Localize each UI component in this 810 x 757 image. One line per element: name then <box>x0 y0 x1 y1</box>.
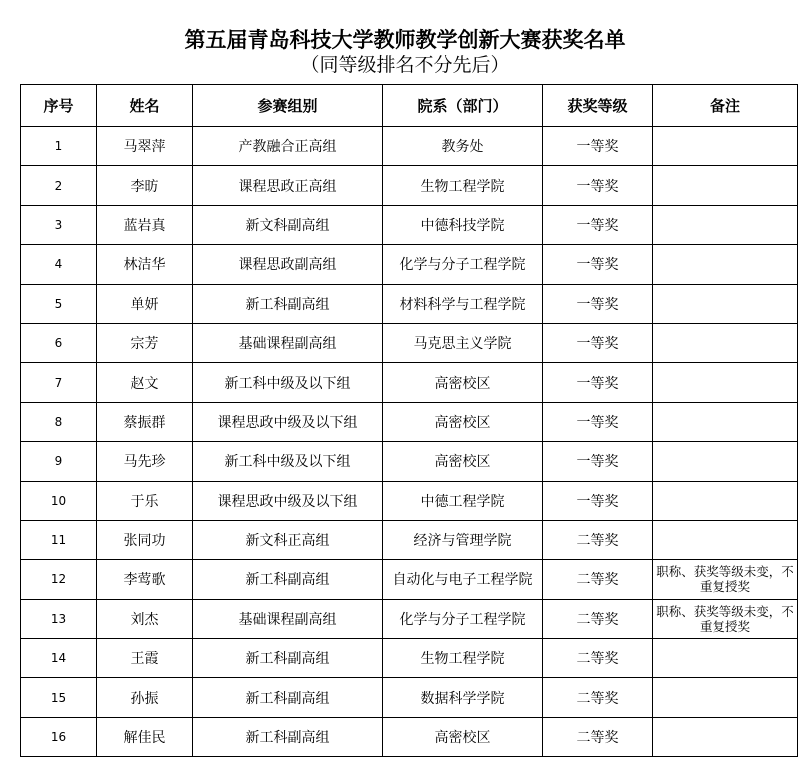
cell-award-level: 二等奖 <box>543 639 653 678</box>
cell-name: 蔡振群 <box>97 402 193 441</box>
cell-department: 教务处 <box>383 127 543 166</box>
cell-name: 孙振 <box>97 678 193 717</box>
cell-department: 高密校区 <box>383 442 543 481</box>
cell-remarks <box>653 402 798 441</box>
cell-group: 基础课程副高组 <box>193 599 383 638</box>
table-row <box>21 442 798 481</box>
cell-group: 新文科正高组 <box>193 520 383 559</box>
cell-index: 15 <box>21 678 97 717</box>
cell-award-level: 一等奖 <box>543 481 653 520</box>
cell-name: 李昉 <box>97 166 193 205</box>
cell-group: 基础课程副高组 <box>193 323 383 362</box>
cell-name: 王霞 <box>97 639 193 678</box>
table-row <box>21 717 798 756</box>
cell-award-level: 一等奖 <box>543 166 653 205</box>
cell-remarks <box>653 245 798 284</box>
header-department: 院系（部门） <box>383 85 543 127</box>
table-row <box>21 284 798 323</box>
cell-remarks <box>653 205 798 244</box>
cell-department: 生物工程学院 <box>383 166 543 205</box>
cell-group: 新工科副高组 <box>193 560 383 599</box>
cell-name: 张同功 <box>97 520 193 559</box>
cell-remarks <box>653 284 798 323</box>
cell-remarks <box>653 442 798 481</box>
cell-index: 2 <box>21 166 97 205</box>
cell-group: 新工科副高组 <box>193 284 383 323</box>
cell-award-level: 二等奖 <box>543 678 653 717</box>
cell-remarks <box>653 678 798 717</box>
cell-department: 马克思主义学院 <box>383 323 543 362</box>
cell-index: 3 <box>21 205 97 244</box>
cell-group: 课程思政中级及以下组 <box>193 402 383 441</box>
document-title: 第五届青岛科技大学教师教学创新大赛获奖名单 <box>184 28 626 52</box>
cell-award-level: 一等奖 <box>543 363 653 402</box>
table-header-row <box>21 85 798 127</box>
cell-award-level: 一等奖 <box>543 323 653 362</box>
cell-index: 8 <box>21 402 97 441</box>
cell-remarks <box>653 166 798 205</box>
table-row <box>21 323 798 362</box>
table-row <box>21 402 798 441</box>
cell-index: 5 <box>21 284 97 323</box>
cell-department: 生物工程学院 <box>383 639 543 678</box>
cell-award-level: 一等奖 <box>543 127 653 166</box>
table-body <box>21 127 798 757</box>
cell-group: 新工科中级及以下组 <box>193 442 383 481</box>
cell-department: 材料科学与工程学院 <box>383 284 543 323</box>
cell-department: 数据科学学院 <box>383 678 543 717</box>
awards-table <box>20 84 798 757</box>
cell-index: 14 <box>21 639 97 678</box>
cell-name: 解佳民 <box>97 717 193 756</box>
table-row <box>21 599 798 638</box>
cell-award-level: 一等奖 <box>543 205 653 244</box>
cell-award-level: 一等奖 <box>543 245 653 284</box>
cell-award-level: 二等奖 <box>543 560 653 599</box>
cell-award-level: 一等奖 <box>543 284 653 323</box>
cell-remarks <box>653 520 798 559</box>
cell-name: 蓝岩真 <box>97 205 193 244</box>
table-row <box>21 166 798 205</box>
cell-award-level: 二等奖 <box>543 520 653 559</box>
cell-group: 课程思政中级及以下组 <box>193 481 383 520</box>
cell-group: 新工科副高组 <box>193 639 383 678</box>
cell-index: 4 <box>21 245 97 284</box>
table-row <box>21 363 798 402</box>
header-name: 姓名 <box>97 85 193 127</box>
cell-department: 中德工程学院 <box>383 481 543 520</box>
header-remarks: 备注 <box>653 85 798 127</box>
table-row <box>21 639 798 678</box>
table-row <box>21 127 798 166</box>
cell-name: 马翠萍 <box>97 127 193 166</box>
cell-department: 高密校区 <box>383 717 543 756</box>
table-row <box>21 560 798 599</box>
cell-index: 6 <box>21 323 97 362</box>
cell-name: 马先珍 <box>97 442 193 481</box>
cell-remarks <box>653 127 798 166</box>
cell-award-level: 二等奖 <box>543 599 653 638</box>
cell-department: 高密校区 <box>383 402 543 441</box>
cell-index: 10 <box>21 481 97 520</box>
cell-name: 赵文 <box>97 363 193 402</box>
cell-group: 新工科中级及以下组 <box>193 363 383 402</box>
cell-remarks <box>653 639 798 678</box>
table-row <box>21 245 798 284</box>
cell-remarks: 职称、获奖等级未变，不重复授奖 <box>653 560 798 599</box>
cell-index: 7 <box>21 363 97 402</box>
cell-remarks <box>653 481 798 520</box>
cell-group: 产教融合正高组 <box>193 127 383 166</box>
cell-department: 自动化与电子工程学院 <box>383 560 543 599</box>
cell-name: 单妍 <box>97 284 193 323</box>
table-row <box>21 481 798 520</box>
cell-award-level: 二等奖 <box>543 717 653 756</box>
cell-department: 化学与分子工程学院 <box>383 245 543 284</box>
header-group: 参赛组别 <box>193 85 383 127</box>
cell-department: 中德科技学院 <box>383 205 543 244</box>
cell-name: 李莺歌 <box>97 560 193 599</box>
cell-name: 于乐 <box>97 481 193 520</box>
table-row <box>21 678 798 717</box>
cell-index: 9 <box>21 442 97 481</box>
cell-group: 新文科副高组 <box>193 205 383 244</box>
cell-department: 化学与分子工程学院 <box>383 599 543 638</box>
cell-index: 11 <box>21 520 97 559</box>
header-index: 序号 <box>21 85 97 127</box>
cell-name: 林洁华 <box>97 245 193 284</box>
cell-index: 16 <box>21 717 97 756</box>
cell-remarks <box>653 717 798 756</box>
cell-award-level: 一等奖 <box>543 402 653 441</box>
table-row <box>21 205 798 244</box>
cell-award-level: 一等奖 <box>543 442 653 481</box>
table-row <box>21 520 798 559</box>
cell-index: 1 <box>21 127 97 166</box>
cell-department: 经济与管理学院 <box>383 520 543 559</box>
cell-index: 12 <box>21 560 97 599</box>
cell-remarks <box>653 323 798 362</box>
cell-group: 新工科副高组 <box>193 678 383 717</box>
cell-index: 13 <box>21 599 97 638</box>
cell-name: 宗芳 <box>97 323 193 362</box>
cell-remarks <box>653 363 798 402</box>
document-subtitle: （同等级排名不分先后） <box>300 54 510 76</box>
cell-department: 高密校区 <box>383 363 543 402</box>
cell-group: 课程思政副高组 <box>193 245 383 284</box>
header-award-level: 获奖等级 <box>543 85 653 127</box>
cell-group: 课程思政正高组 <box>193 166 383 205</box>
cell-remarks: 职称、获奖等级未变，不重复授奖 <box>653 599 798 638</box>
cell-group: 新工科副高组 <box>193 717 383 756</box>
cell-name: 刘杰 <box>97 599 193 638</box>
